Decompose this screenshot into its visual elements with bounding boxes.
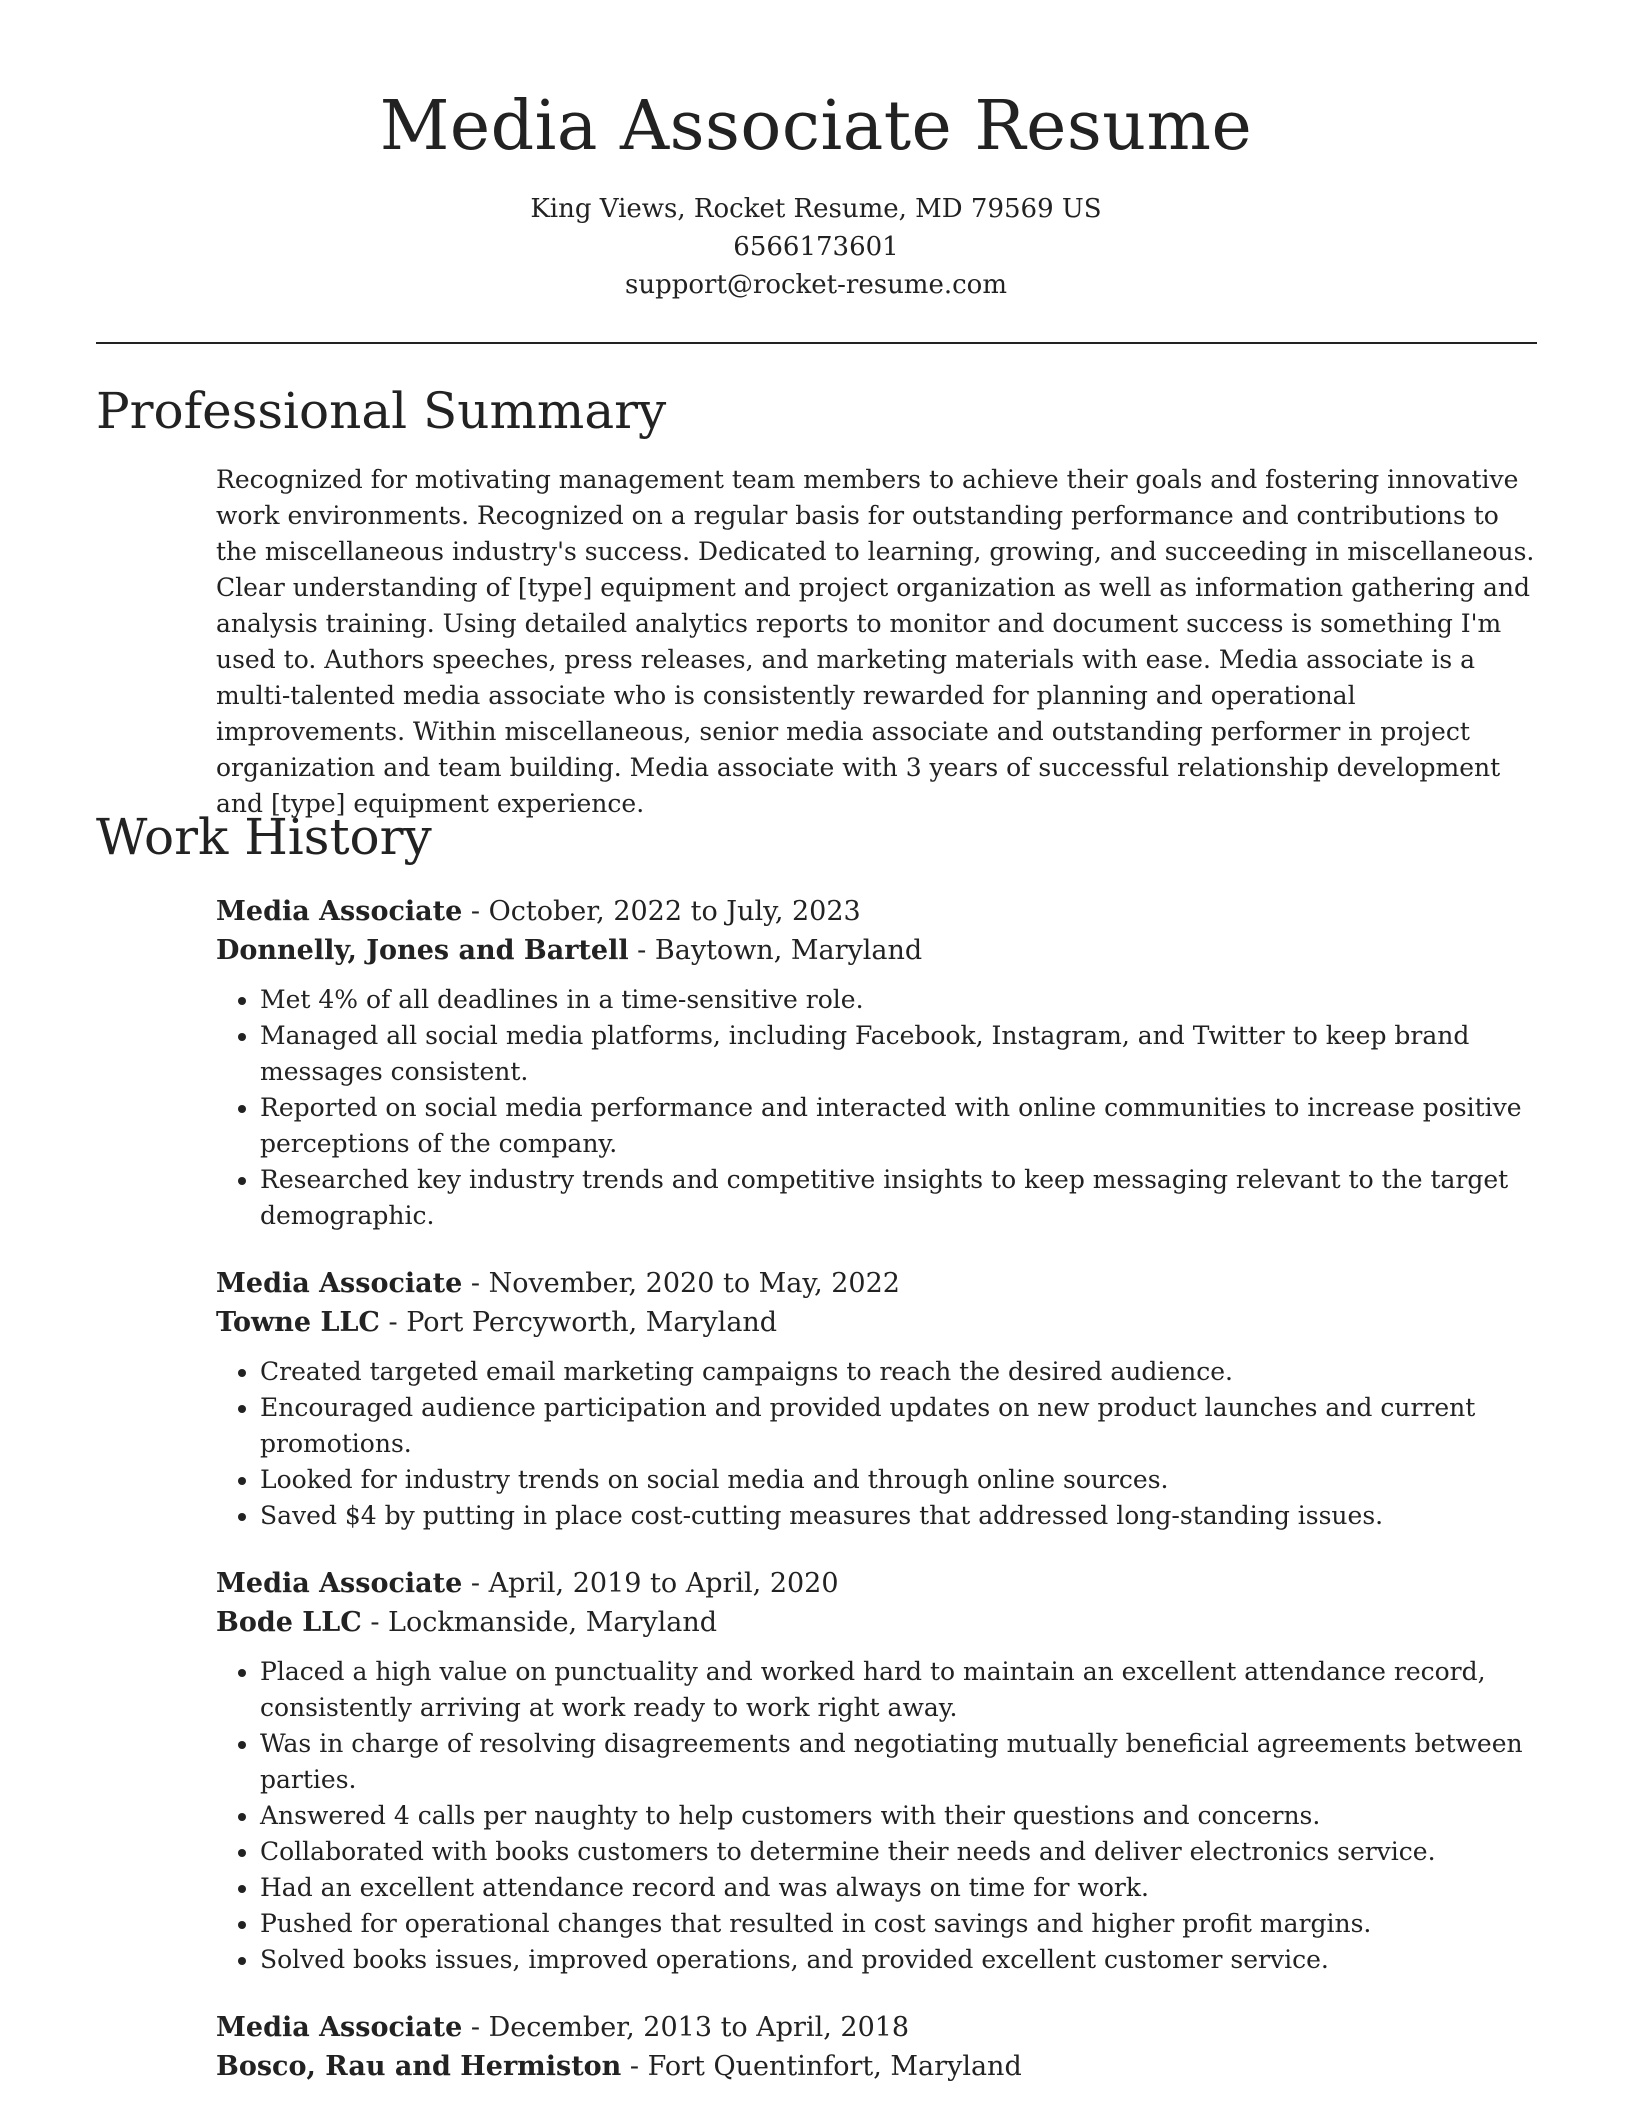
contact-address: King Views, Rocket Resume, MD 79569 US [530,194,1102,224]
job-location: Lockmanside, Maryland [388,1607,718,1638]
job-company-line [216,1303,1536,1342]
job-title-separator: - [462,1568,489,1599]
job-location: Port Percyworth, Maryland [406,1307,778,1338]
job-bullet: • Placed a high value on punctuality and worked hard to maintain an excellent attendance record, consistently arriving at work ready to work right away. [260,1654,1536,1726]
job-bullet: • Had an excellent attendance record and was always on time for work. [260,1870,1536,1906]
job-dates: April, 2019 to April, 2020 [488,1568,839,1599]
resume-header [0,0,1632,304]
job-title-line [216,892,1536,931]
summary-heading: Professional Summary [96,382,667,440]
job-title: Media Associate [216,2012,463,2043]
job-bullet: • Collaborated with books customers to determine their needs and deliver electronics service. [260,1834,1536,1870]
job-company-separator: - [379,1307,407,1338]
summary-text: Recognized for motivating management team members to achieve their goals and fostering innovative work environments. Recognized on a regular basis for outstanding performance and contributions to the miscellaneous industry's success. Dedicated to learning, growing, and succeeding in miscellaneous. Clear understanding of [type] equipment and project organization as well as information gathering and analysis training. Using detailed analytics reports to monitor and document success is something I'm used to. Authors speeches, press releases, and marketing materials with ease. Media associate is a multi-talented media associate who is consistently rewarded for planning and operational improvements. Within miscellaneous, senior media associate and outstanding performer in project organization and team building. Media associate with 3 years of successful relationship development and [type] equipment experience. [216,465,1535,818]
contact-email: support@rocket-resume.com [624,270,1007,300]
job-dates: October, 2022 to July, 2023 [488,896,861,927]
resume-title: Media Associate Resume [379,87,1253,166]
job-title-line [216,1264,1536,1303]
job-company-line [216,1603,1536,1642]
job-bullet: • Answered 4 calls per naughty to help customers with their questions and concerns. [260,1798,1536,1834]
job-company: Bode LLC [216,1607,362,1638]
job-list [216,892,1536,2112]
job-company-line [216,2047,1536,2086]
job-bullet: • Met 4% of all deadlines in a time-sensitive role. [260,982,1536,1018]
job-dates: December, 2013 to April, 2018 [488,2012,910,2043]
job-entry [216,1264,1536,1534]
job-title: Media Associate [216,1568,463,1599]
job-title-separator: - [462,2012,489,2043]
job-title-separator: - [462,1268,489,1299]
header-divider [96,342,1537,344]
job-company-line [216,931,1536,970]
job-bullet: • Reported on social media performance and interacted with online communities to increase positive perceptions of the company. [260,1090,1536,1162]
job-entry [216,2008,1536,2086]
job-location: Baytown, Maryland [654,935,923,966]
job-company: Donnelly, Jones and Bartell [216,935,629,966]
job-bullet-list [216,1354,1536,1534]
job-bullet-list [216,982,1536,1234]
job-title-line [216,2008,1536,2047]
job-bullet: • Created targeted email marketing campaigns to reach the desired audience. [260,1354,1536,1390]
job-bullet-list [216,1654,1536,1978]
job-company: Towne LLC [216,1307,380,1338]
job-bullet: • Saved $4 by putting in place cost-cutting measures that addressed long-standing issues. [260,1498,1536,1534]
job-bullet: • Pushed for operational changes that resulted in cost savings and higher profit margins. [260,1906,1536,1942]
work-history-heading: Work History [96,808,432,866]
job-bullet: • Solved books issues, improved operations, and provided excellent customer service. [260,1942,1536,1978]
job-bullet: • Researched key industry trends and competitive insights to keep messaging relevant to the target demographic. [260,1162,1536,1234]
contact-block [0,190,1632,304]
job-entry [216,892,1536,1234]
job-bullet: • Managed all social media platforms, including Facebook, Instagram, and Twitter to keep brand messages consistent. [260,1018,1536,1090]
job-company-separator: - [621,2051,648,2082]
job-entry [216,1564,1536,1978]
job-bullet: • Was in charge of resolving disagreements and negotiating mutually beneficial agreements between parties. [260,1726,1536,1798]
job-title: Media Associate [216,1268,463,1299]
job-title-separator: - [462,896,489,927]
job-bullet: • Looked for industry trends on social media and through online sources. [260,1462,1536,1498]
contact-phone: 6566173601 [733,232,899,262]
job-title: Media Associate [216,896,463,927]
job-title-line [216,1564,1536,1603]
job-dates: November, 2020 to May, 2022 [488,1268,900,1299]
job-company-separator: - [361,1607,389,1638]
job-location: Fort Quentinfort, Maryland [647,2051,1022,2082]
job-bullet: • Encouraged audience participation and provided updates on new product launches and current promotions. [260,1390,1536,1462]
job-company-separator: - [628,935,655,966]
job-company: Bosco, Rau and Hermiston [216,2051,622,2082]
